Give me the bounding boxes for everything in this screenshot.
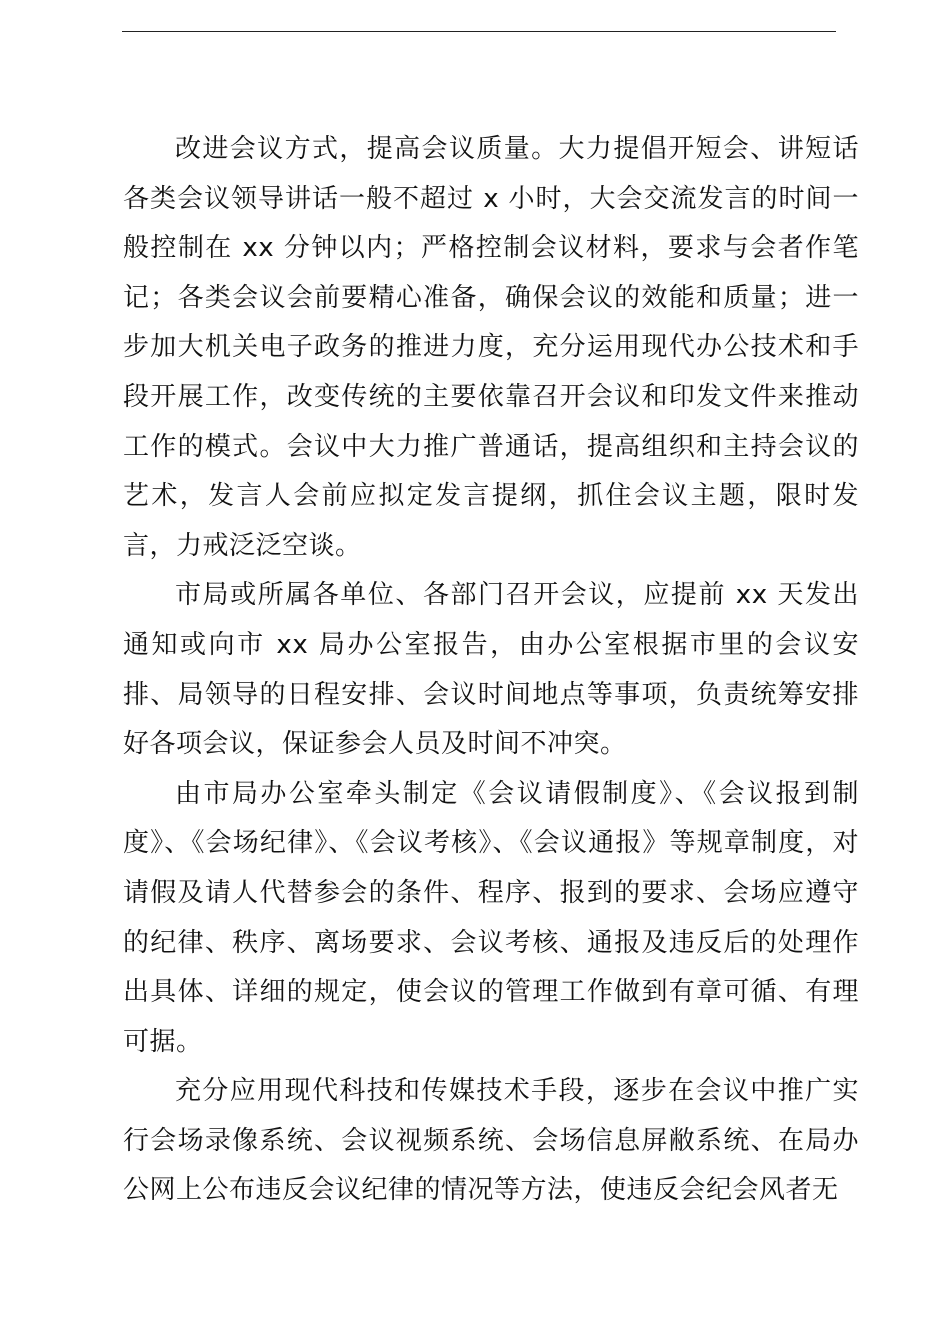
paragraph-meeting-regulations: 由市局办公室牵头制定《会议请假制度》、《会议报到制度》、《会场纪律》、《会议考核》、《会议通报》等规章制度，对请假及请人代替参会的条件、程序、报到的要求、会场应遵守的纪律、秩序、离场要求、会议考核、通报及违反后的处理作出具体、详细的规定，使会议的管理工作做到有章可循、有理可据。 [123,778,859,1057]
paragraph-meeting-scheduling: 市局或所属各单位、各部门召开会议，应提前 xx 天发出通知或向市 xx 局办公室报告，由办公室根据市里的会议安排、局领导的日程安排、会议时间地点等事项，负责统筹安排好各项会议，保证参会人员及时间不冲突。 [123,580,859,760]
paragraph-meeting-method: 改进会议方式，提高会议质量。大力提倡开短会、讲短话各类会议领导讲话一般不超过 x 小时，大会交流发言的时间一般控制在 xx 分钟以内；严格控制会议材料，要求与会者作笔记；各类会议会前要精心准备，确保会议的效能和质量；进一步加大机关电子政务的推进力度，充分运用现代办公技术和手段开展工作，改变传统的主要依靠召开会议和印发文件来推动工作的模式。会议中大力推广普通话，提高组织和主持会议的艺术，发言人会前应拟定发言提纲，抓住会议主题，限时发言，力戒泛泛空谈。 [123,134,859,561]
paragraph-technology-measures: 充分应用现代科技和传媒技术手段，逐步在会议中推广实行会场录像系统、会议视频系统、会场信息屏敝系统、在局办公网上公布违反会议纪律的情况等方法，使违反会纪会风者无 [123,1076,859,1206]
header-divider [122,31,836,32]
document-body [123,125,859,1216]
